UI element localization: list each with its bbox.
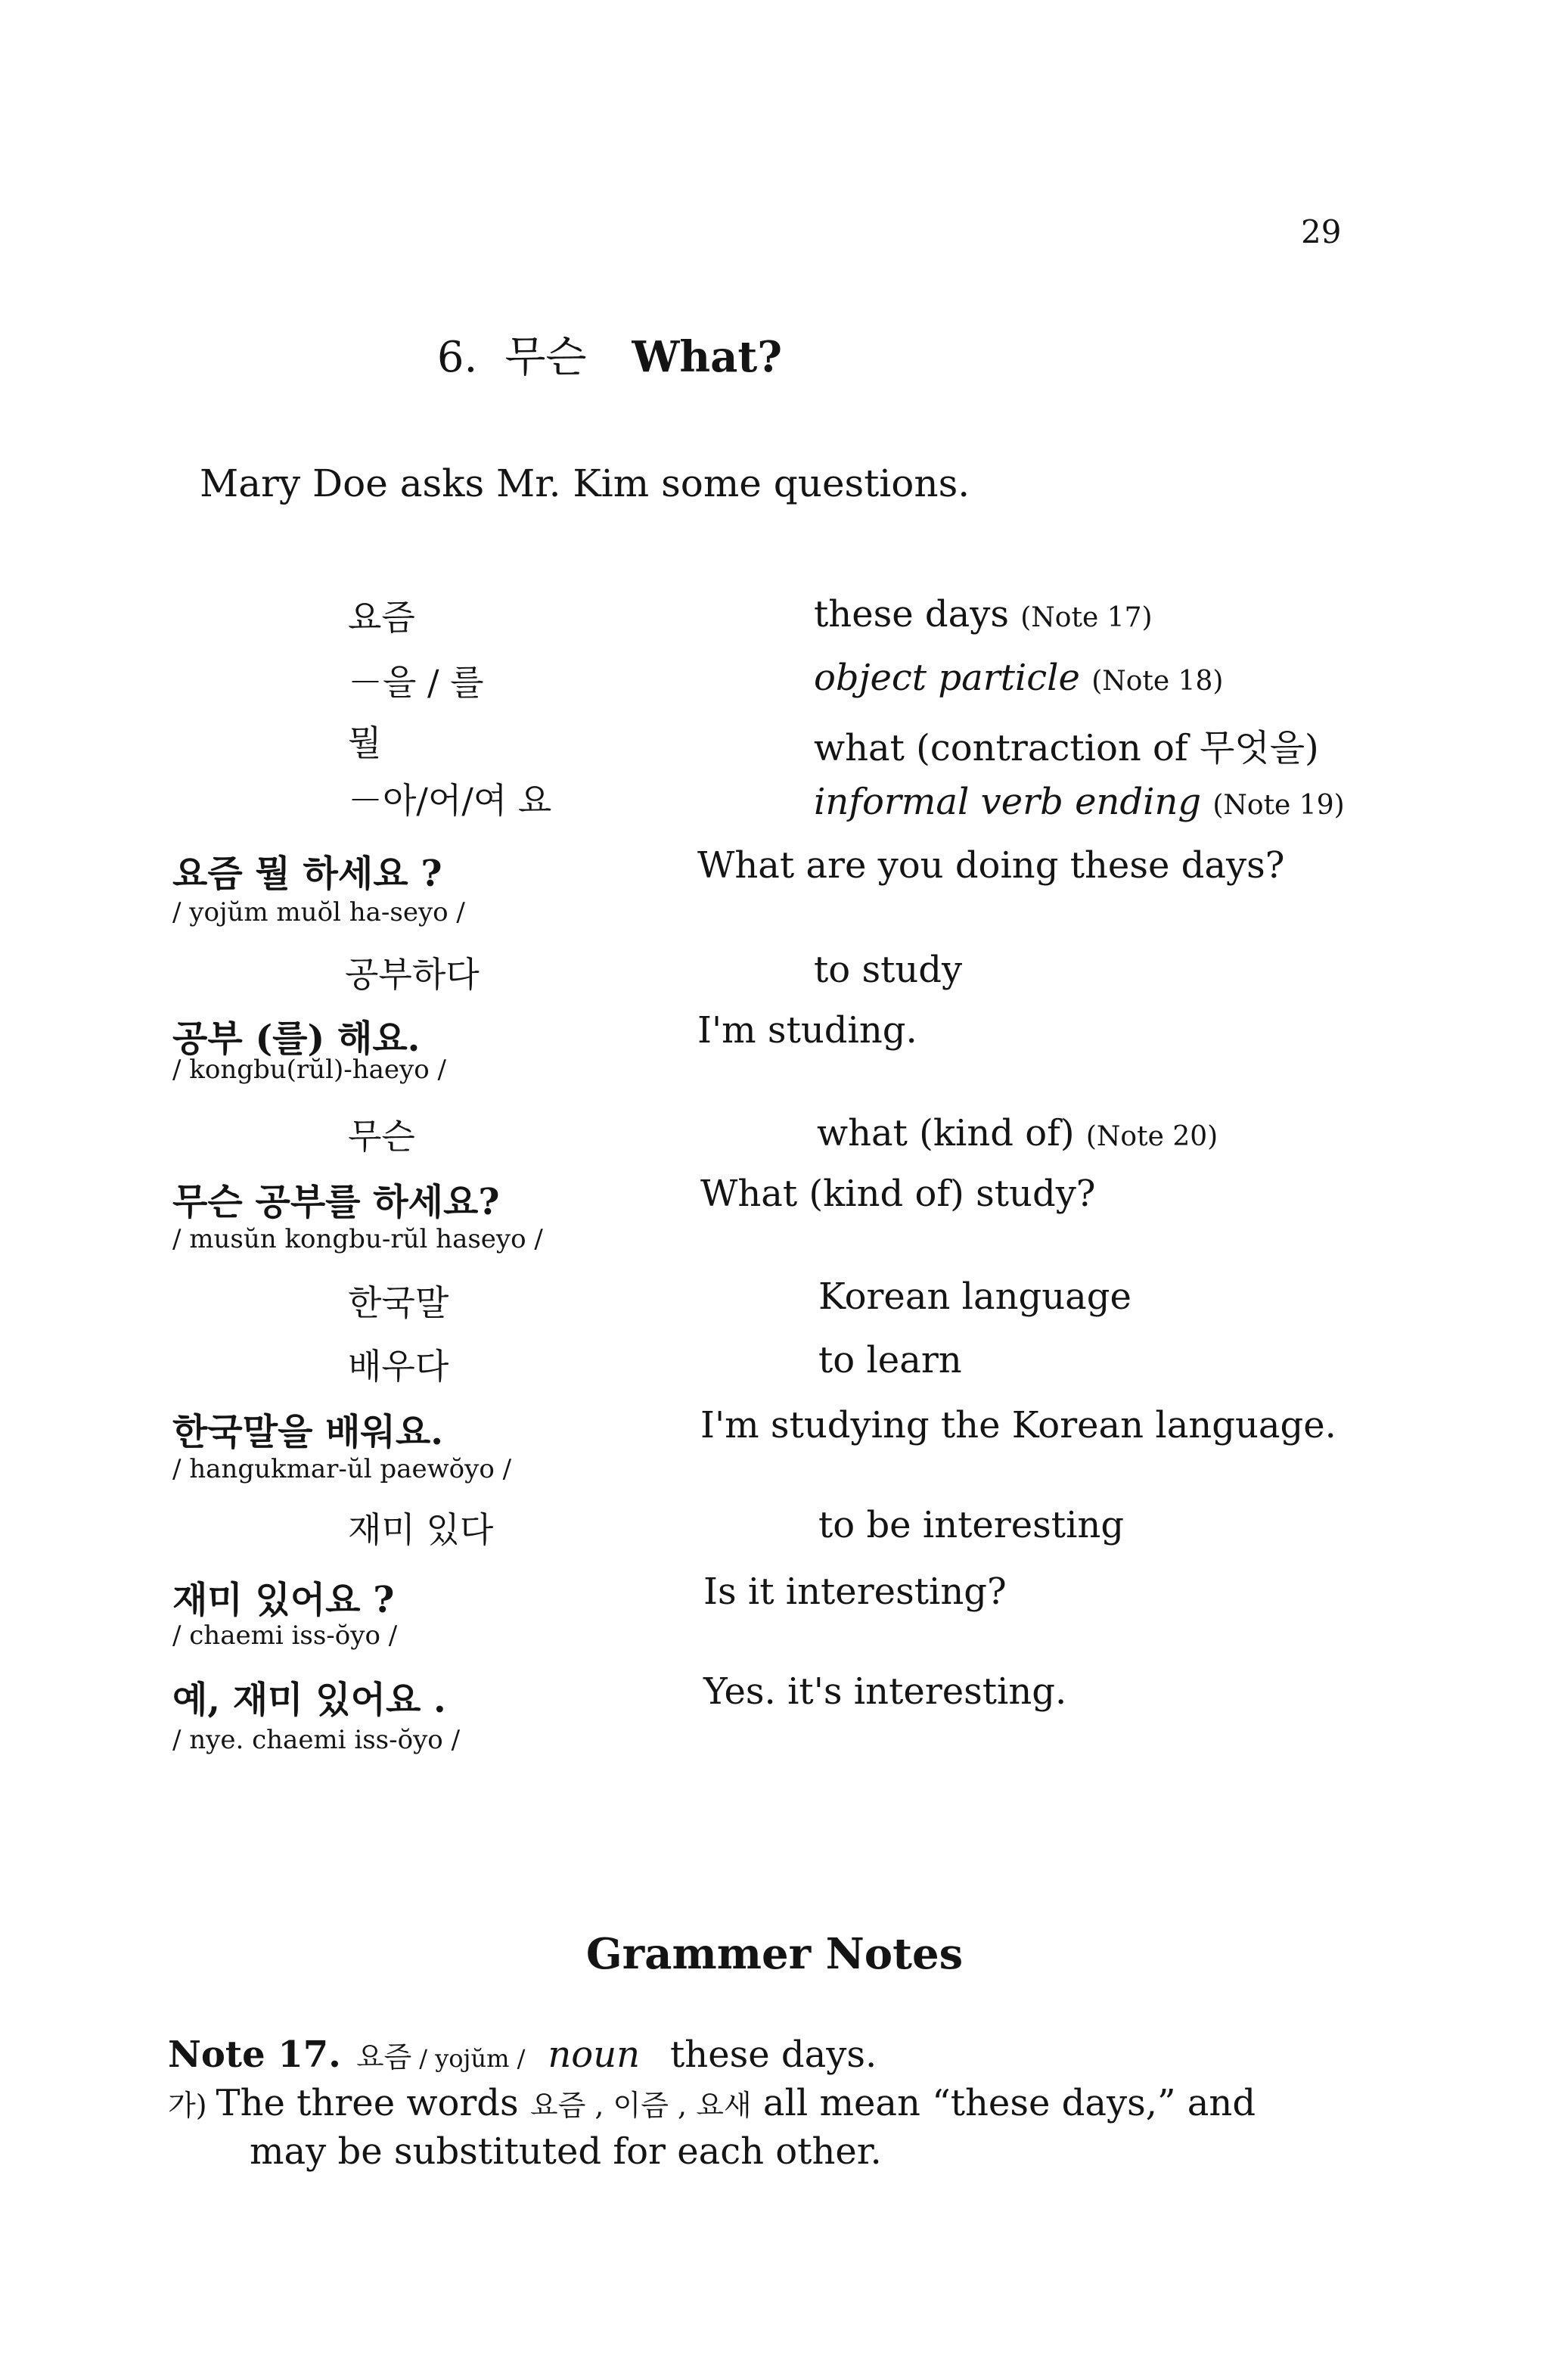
note-reference: (Note 17): [1020, 602, 1153, 633]
vocab-gloss: to be interesting: [818, 1504, 1125, 1546]
sentence-translation: Is it interesting?: [703, 1571, 1007, 1613]
note-romanization: / yojŭm /: [419, 2044, 526, 2073]
sentence-translation: What are you doing these days?: [697, 844, 1285, 887]
vocab-korean: －아/어/여 요: [348, 780, 552, 821]
vocab-korean: －을 / 를: [348, 662, 484, 703]
vocab-gloss: to study: [814, 949, 963, 991]
vocab-gloss: to learn: [818, 1339, 962, 1381]
note-definition: these days.: [670, 2034, 877, 2076]
vocab-korean: 무슨: [348, 1116, 415, 1157]
note-reference: (Note 19): [1212, 790, 1345, 821]
note-label: Note 17.: [168, 2034, 341, 2076]
lesson-number: 6.: [436, 333, 478, 382]
vocab-korean: 재미 있다: [348, 1509, 494, 1550]
page-number: 29: [1301, 213, 1342, 250]
romanization: / kongbu(rŭl)-haeyo /: [172, 1055, 446, 1085]
lesson-title-english: What?: [632, 332, 783, 382]
note-17-heading: [168, 2034, 877, 2076]
note-17-continuation: may be substituted for each other.: [250, 2130, 882, 2173]
intro-sentence: Mary Doe asks Mr. Kim some questions.: [200, 461, 970, 505]
vocab-gloss: [817, 1112, 1218, 1154]
vocab-korean: 한국말: [348, 1282, 449, 1323]
sentence-translation: I'm studying the Korean language.: [700, 1404, 1336, 1446]
vocab-gloss: [814, 593, 1153, 635]
gloss-text: informal verb ending: [814, 781, 1202, 823]
vocab-korean: 배우다: [348, 1346, 449, 1387]
romanization: / hangukmar-ŭl paewŏyo /: [172, 1454, 512, 1484]
gloss-text: object particle: [814, 657, 1080, 699]
romanization: / chaemi iss-ŏyo /: [172, 1620, 398, 1651]
note-korean: 요즘: [355, 2040, 412, 2074]
vocab-gloss: Korean language: [818, 1275, 1131, 1318]
vocab-gloss: [814, 657, 1223, 699]
vocab-gloss: [814, 781, 1345, 823]
gloss-text: these days: [814, 593, 1009, 635]
sentence-translation: What (kind of) study?: [700, 1173, 1096, 1215]
romanization: / nye. chaemi iss-ŏyo /: [172, 1725, 461, 1755]
item-text-after: all mean “these days,” and: [751, 2082, 1256, 2124]
vocab-korean: 뭘: [348, 722, 382, 763]
vocab-gloss: what (contraction of 무엇을): [814, 727, 1319, 769]
note-reference: (Note 20): [1085, 1121, 1218, 1152]
romanization: / yojŭm muŏl ha-seyo /: [172, 897, 465, 927]
vocab-korean: 공부하다: [345, 954, 480, 995]
item-marker: 가): [168, 2089, 207, 2122]
sentence-korean: 한국말을 배워요.: [172, 1411, 443, 1453]
vocab-korean: 요즘: [348, 597, 415, 638]
sentence-korean: 예, 재미 있어요 .: [172, 1679, 446, 1721]
item-korean-words: 요즘 , 이즘 , 요새: [529, 2089, 752, 2122]
note-reference: (Note 18): [1091, 666, 1224, 697]
lesson-title-korean: 무슨: [504, 333, 587, 382]
note-17-item: [168, 2082, 1355, 2124]
sentence-korean: 요즘 뭘 하세요 ?: [172, 853, 442, 895]
sentence-korean: 공부 (를) 해요.: [172, 1018, 421, 1060]
item-text-before: The three words: [216, 2082, 530, 2124]
grammar-notes-heading: Grammer Notes: [585, 1929, 964, 1979]
sentence-translation: I'm studing.: [697, 1009, 917, 1052]
lesson-title: [345, 324, 874, 384]
part-of-speech: noun: [548, 2034, 641, 2076]
sentence-translation: Yes. it's interesting.: [703, 1670, 1067, 1713]
romanization: / musŭn kongbu-rŭl haseyo /: [172, 1224, 543, 1254]
sentence-korean: 재미 있어요 ?: [172, 1579, 395, 1621]
sentence-korean: 무슨 공부를 하세요?: [172, 1181, 500, 1223]
gloss-text: what (kind of): [817, 1112, 1075, 1154]
